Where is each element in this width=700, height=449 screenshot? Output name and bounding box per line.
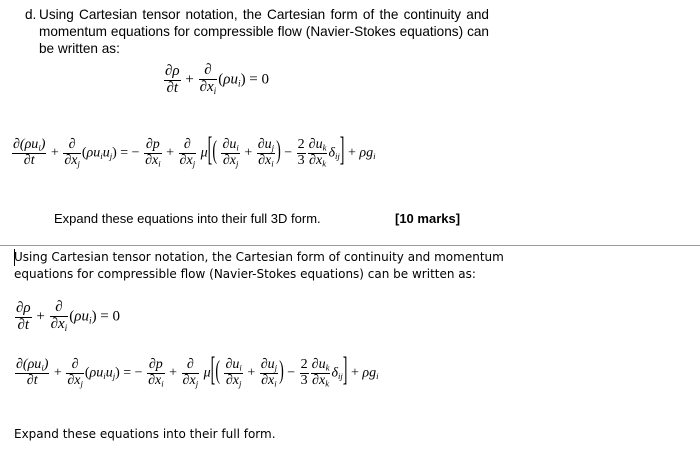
answer-instruction: Expand these equations into their full form. (14, 427, 276, 441)
continuity-equation-answer: $\frac{\partial\rho}{\partial t}$ + $\frac{\partial}{\partial x_i}$ $(\rho u_i) = 0$ (16, 299, 121, 334)
fraction-drho-dt: $\frac{\partial\rho}{\partial t}$ (165, 62, 180, 96)
answer-text[interactable]: Using Cartesian tensor notation, the Cartesian form of continuity and momentum equations for compressible flow (Navier-Stokes equations) can be written as: (14, 250, 504, 281)
momentum-equation-question: $\frac{\partial(\rho u_i)}{\partial t}$ + $\frac{\partial}{\partial x_j}$ $(\rho u_iu_j)$ = − $\frac{\partial p}{\partial x_i}$ + $\frac{\partial}{\partial x_j}$ μ[( $\frac{\partial u_i}{\partial x_j}$ + $\frac{\partial u_j}{\partial x_i}$ ) − $\frac{2}{3}$ $\frac{\partial u_k}{\partial x_k}$ $\delta_{ij}] + \rho g_i$ (13, 134, 376, 171)
question-marks: [10 marks] (395, 211, 461, 226)
fraction-d-dxi: $\frac{\partial}{\partial x_i}$ (199, 62, 217, 97)
question-label: d. (25, 7, 37, 22)
question-text: Using Cartesian tensor notation, the Cartesian form of the continuity and momentum equations for compressible flow (Navier-Stokes equations) can be written as: (39, 7, 489, 56)
momentum-equation-answer: $\frac{\partial(\rho u_i)}{\partial t}$ + $\frac{\partial}{\partial x_j}$ $(\rho u_iu_j)$ = − $\frac{\partial p}{\partial x_i}$ + $\frac{\partial}{\partial x_j}$ μ[( $\frac{\partial u_i}{\partial x_j}$ + $\frac{\partial u_j}{\partial x_i}$ ) − $\frac{2}{3}$ $\frac{\partial u_k}{\partial x_k}$ $\delta_{ij}] + \rho g_i$ (16, 354, 379, 391)
question-instruction: Expand these equations into their full 3D form. (54, 211, 321, 226)
question-text-block (25, 6, 489, 57)
continuity-equation-question: $\frac{\partial\rho}{\partial t}$ + $\frac{\partial}{\partial x_i}$ $(\rho u_i) = 0$ (165, 62, 270, 97)
section-divider (0, 245, 700, 246)
